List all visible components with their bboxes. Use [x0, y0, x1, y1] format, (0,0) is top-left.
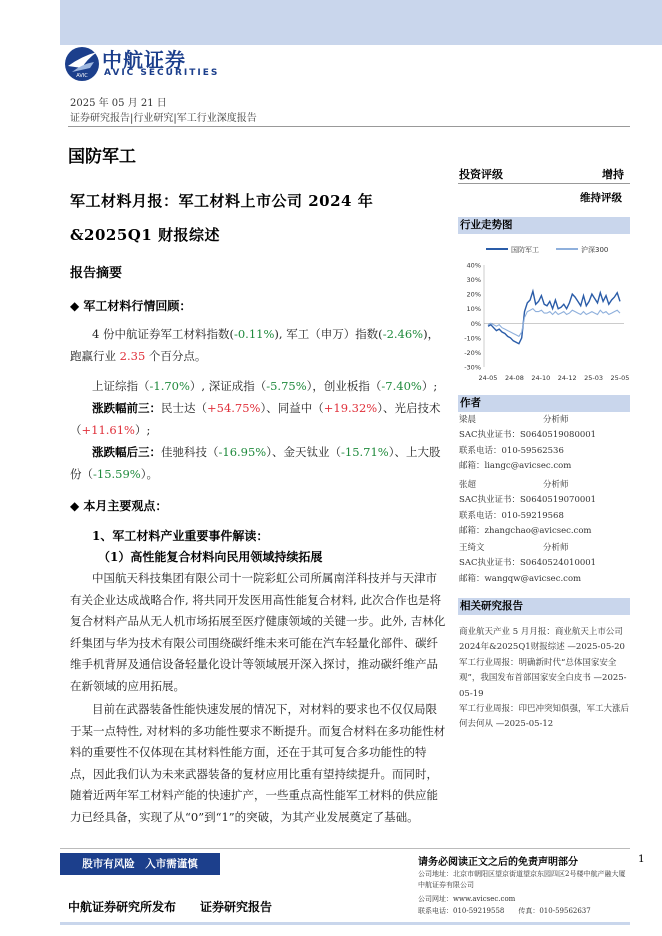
summary-heading: 报告摘要 — [70, 266, 123, 281]
views-paragraph-1: 中国航天科技集团有限公司十一院彩虹公司所属南洋科技并与天津市有关企业达成战略合作, 将共同开发医用高性能复合材料, 此次合作也是将复合材料产品从无人机市场拓展至医疗健康领域的关键一步。此外, 吉林化纤集团与华为技术有限公司围绕碳纤维未来可能在汽车轻量化部件、碳纤维手机背屏及通信设备轻量化设计等领域展开深入探讨，推动碳纤维产品在新领域的应用拓展。 — [70, 571, 446, 693]
company-address: 公司地址：北京市朝阳区望京街道望京东园四区2号楼中航产融大厦中航证券有限公司 — [418, 870, 626, 889]
review-bottom3: 涨跌幅后三：佳驰科技（-16.95%）、金天钛业（-15.71%）、上大股份（-15.59%）。 — [70, 445, 441, 481]
legend-label: 国防军工 — [511, 246, 539, 254]
y-tick-label: -30% — [464, 363, 481, 372]
x-tick-label: 24-10 — [531, 374, 551, 382]
series-line-1 — [488, 291, 620, 344]
header-band — [60, 0, 662, 45]
company-logo — [64, 44, 224, 84]
footer-divider — [60, 848, 630, 849]
logo-chinese: 中航证券 — [102, 48, 186, 72]
company-website: 公司网址：www.avicsec.com — [418, 895, 516, 903]
x-tick-label: 24-05 — [478, 374, 498, 382]
author-block-2 — [459, 478, 631, 540]
y-tick-label: 40% — [466, 261, 481, 270]
rating-note: 维持评级 — [580, 192, 622, 204]
series-line-2 — [488, 309, 620, 337]
rating-value: 增持 — [602, 168, 624, 181]
report-date: 2025 年 05 月 21 日 — [70, 98, 167, 109]
header-divider — [68, 126, 630, 127]
logo-english: AVIC SECURITIES — [104, 68, 220, 78]
author-cert: SAC执业证书：S0640519070001 — [459, 495, 597, 506]
y-tick-label: 0% — [470, 319, 481, 328]
publisher-line: 中航证券研究所发布 证券研究报告 — [68, 900, 273, 914]
related-report-item[interactable]: 商业航天产业 5 月月报：商业航天上市公司2024年&2025Q1财报综述 —2025-05-20 — [459, 627, 625, 653]
y-tick-label: 20% — [466, 290, 481, 299]
related-heading: 相关研究报告 — [458, 598, 630, 615]
author-cert: SAC执业证书：S0640524010001 — [459, 558, 597, 569]
logo-mark-text: AVIC — [76, 73, 88, 79]
x-tick-label: 24-08 — [504, 374, 524, 382]
y-tick-label: -10% — [464, 334, 481, 343]
x-tick-label: 24-12 — [557, 374, 577, 382]
views-heading: ◆ 本月主要观点： — [70, 499, 168, 513]
author-name: 张超 — [459, 480, 477, 490]
y-tick-label: 30% — [466, 276, 481, 285]
author-phone: 联系电话：010-59219568 — [459, 510, 564, 521]
views-paragraph-2: 目前在武器装备性能快速发展的情况下，对材料的要求也不仅仅局限于某一点特性, 对材料的多功能性要求不断提升。而复合材料在多功能性材料的重要性不仅体现在其材料性能方面，还在于其可复合多功能性的特点，因此我们认为未来武器装备的复材应用比重有望持续提升。而同时，随着近两年军工材料产能的快速扩产，一些重点高性能军工材料的供应能力已经具备，实现了从“0”到“1”的突破，为其产业发展奠定了基础。 — [70, 702, 446, 824]
views-subheading-1: 1、军工材料产业重要事件解读： — [92, 529, 269, 543]
disclaimer-note: 请务必阅读正文之后的免责声明部分 — [418, 857, 578, 868]
author-phone: 联系电话：010-59562536 — [459, 445, 564, 456]
author-block-3 — [459, 541, 631, 587]
related-report-item[interactable]: 军工行业周报：明确新时代“总体国家安全观”，我国发布首部国家安全白皮书 —2025-05-19 — [459, 657, 627, 699]
rating-label: 投资评级 — [459, 168, 503, 181]
review-paragraph-1: 4 份中航证券军工材料指数(-0.11%), 军工（申万）指数(-2.46%)，跑赢行业 2.35 个百分点。 — [70, 327, 440, 363]
bottom-band — [60, 922, 630, 925]
authors-heading: 作者 — [458, 395, 630, 412]
review-paragraph-2: 上证综指（-1.70%）, 深证成指（-5.75%），创业板指（-7.40%）; — [92, 379, 438, 393]
trend-heading: 行业走势图 — [458, 217, 630, 234]
author-name: 梁晨 — [459, 415, 477, 425]
author-cert: SAC执业证书：S0640519080001 — [459, 430, 597, 441]
avic-logo-icon — [64, 46, 100, 82]
related-report-item[interactable]: 军工行业周报：印巴冲突知俱强，军工大涨后何去何从 —2025-05-12 — [459, 704, 630, 730]
legend-label: 沪深300 — [581, 246, 609, 254]
company-contact: 联系电话：010-59219558 传真：010-59562637 — [418, 907, 591, 915]
related-reports-list — [459, 625, 631, 733]
x-tick-label: 25-05 — [610, 374, 630, 382]
review-heading: ◆ 军工材料行情回顾： — [70, 299, 192, 313]
rating-divider — [458, 183, 630, 184]
report-title: 军工材料月报：军工材料上市公司 2024 年&2025Q1 财报综述 — [70, 192, 374, 244]
y-tick-label: -20% — [464, 348, 481, 357]
y-tick-label: 10% — [466, 305, 481, 314]
author-role: 分析师 — [543, 543, 569, 553]
industry-trend-chart — [458, 238, 630, 388]
author-block-1 — [459, 413, 631, 475]
risk-banner: 股市有风险 入市需谨慎 — [60, 853, 220, 875]
views-subheading-2: （1）高性能复合材料向民用领域持续拓展 — [98, 550, 323, 564]
industry-name: 国防军工 — [68, 147, 136, 167]
review-top3: 涨跌幅前三：民士达（+54.75%）、同益中（+19.32%）、光启技术（+11.61%）; — [70, 401, 441, 437]
author-role: 分析师 — [543, 415, 569, 425]
author-role: 分析师 — [543, 480, 569, 490]
page-number: 1 — [638, 853, 645, 865]
author-email[interactable]: 邮箱：wangqw@avicsec.com — [459, 573, 582, 584]
x-tick-label: 25-03 — [584, 374, 604, 382]
author-name: 王绮文 — [459, 543, 485, 553]
report-category: 证券研究报告|行业研究|军工行业深度报告 — [70, 113, 257, 124]
author-email[interactable]: 邮箱：zhangchao@avicsec.com — [459, 526, 592, 537]
author-email[interactable]: 邮箱：liangc@avicsec.com — [459, 461, 572, 472]
